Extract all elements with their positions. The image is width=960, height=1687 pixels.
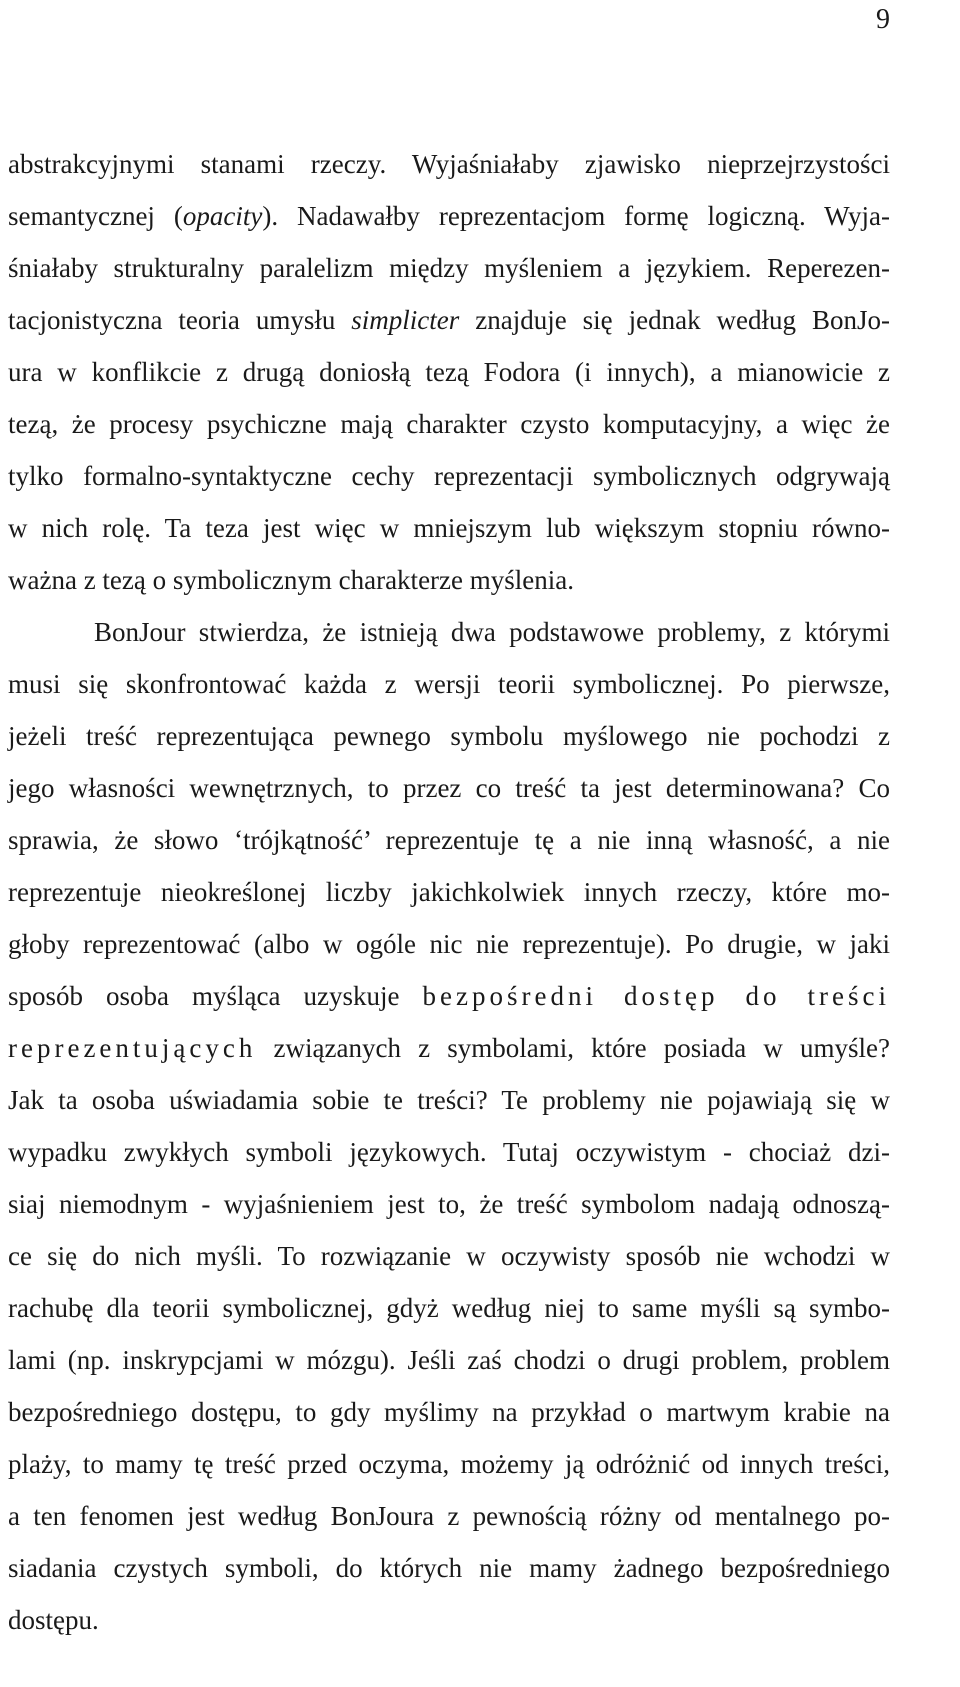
text-line: abstrakcyjnymi stanami rzeczy. Wyjaśniałaby zjawisko nieprzejrzystości [8, 149, 890, 179]
text-line: siadania czystych symboli, do których nie mamy żadnego bezpośredniego [8, 1553, 890, 1583]
text-line: lami (np. inskrypcjami w mózgu). Jeśli zaś chodzi o drugi problem, problem [8, 1345, 890, 1375]
text-line: a ten fenomen jest według BonJoura z pewnością różny od mentalnego po- [8, 1501, 890, 1531]
spaced-emphasis: reprezentujących [8, 1033, 257, 1063]
text-line: Jak ta osoba uświadamia sobie te treści? Te problemy nie pojawiają się w [8, 1085, 890, 1115]
text-line: dostępu. [8, 1605, 99, 1635]
text-line: ważna z tezą o symbolicznym charakterze myślenia. [8, 565, 574, 595]
text-line: siaj niemodnym - wyjaśnieniem jest to, że treść symbolom nadają odnoszą- [8, 1189, 890, 1219]
text-line: śniałaby strukturalny paralelizm między myśleniem a językiem. Reperezen- [8, 253, 890, 283]
page-number: 9 [876, 4, 890, 35]
text-line: ura w konflikcie z drugą doniosłą tezą Fodora (i innych), a mianowicie z [8, 357, 890, 387]
text-line: sprawia, że słowo ‘trójkątność’ reprezentuje tę a nie inną własność, a nie [8, 825, 890, 855]
text-line: jeżeli treść reprezentująca pewnego symbolu myślowego nie pochodzi z [8, 721, 890, 751]
italic-term: opacity [182, 201, 263, 231]
text-line: musi się skonfrontować każda z wersji teorii symbolicznej. Po pierwsze, [8, 669, 890, 699]
italic-term: simplicter [351, 305, 460, 335]
text-line: tylko formalno-syntaktyczne cechy reprezentacji symbolicznych odgrywają [8, 461, 890, 491]
text-line: głoby reprezentować (albo w ogóle nic nie reprezentuje). Po drugie, w jaki [8, 929, 890, 959]
text-line: w nich rolę. Ta teza jest więc w mniejszym lub większym stopniu równo- [8, 513, 890, 543]
text-line: sposób osoba myśląca uzyskuje bezpośredni dostęp do treści [8, 981, 890, 1011]
spaced-emphasis: bezpośredni dostęp do treści [422, 981, 890, 1011]
text-line: semantycznej (opacity). Nadawałby reprezentacjom formę logiczną. Wyja- [8, 201, 890, 231]
text-line: tezą, że procesy psychiczne mają charakter czysto komputacyjny, a więc że [8, 409, 890, 439]
paragraph-first-line: BonJour stwierdza, że istnieją dwa podstawowe problemy, z którymi [94, 617, 890, 647]
text-line: bezpośredniego dostępu, to gdy myślimy na przykład o martwym krabie na [8, 1397, 890, 1427]
text-line: jego własności wewnętrznych, to przez co treść ta jest determinowana? Co [8, 773, 890, 803]
body-text [8, 138, 890, 1646]
text-line: reprezentuje nieokreślonej liczby jakichkolwiek innych rzeczy, które mo- [8, 877, 890, 907]
text-line: reprezentujących związanych z symbolami, które posiada w umyśle? [8, 1033, 890, 1063]
text-line: wypadku zwykłych symboli językowych. Tutaj oczywistym - chociaż dzi- [8, 1137, 890, 1167]
text-line: ce się do nich myśli. To rozwiązanie w oczywisty sposób nie wchodzi w [8, 1241, 890, 1271]
text-line: plaży, to mamy tę treść przed oczyma, możemy ją odróżnić od innych treści, [8, 1449, 890, 1479]
text-line: rachubę dla teorii symbolicznej, gdyż według niej to same myśli są symbo- [8, 1293, 890, 1323]
text-line: tacjonistyczna teoria umysłu simplicter znajduje się jednak według BonJo- [8, 305, 890, 335]
